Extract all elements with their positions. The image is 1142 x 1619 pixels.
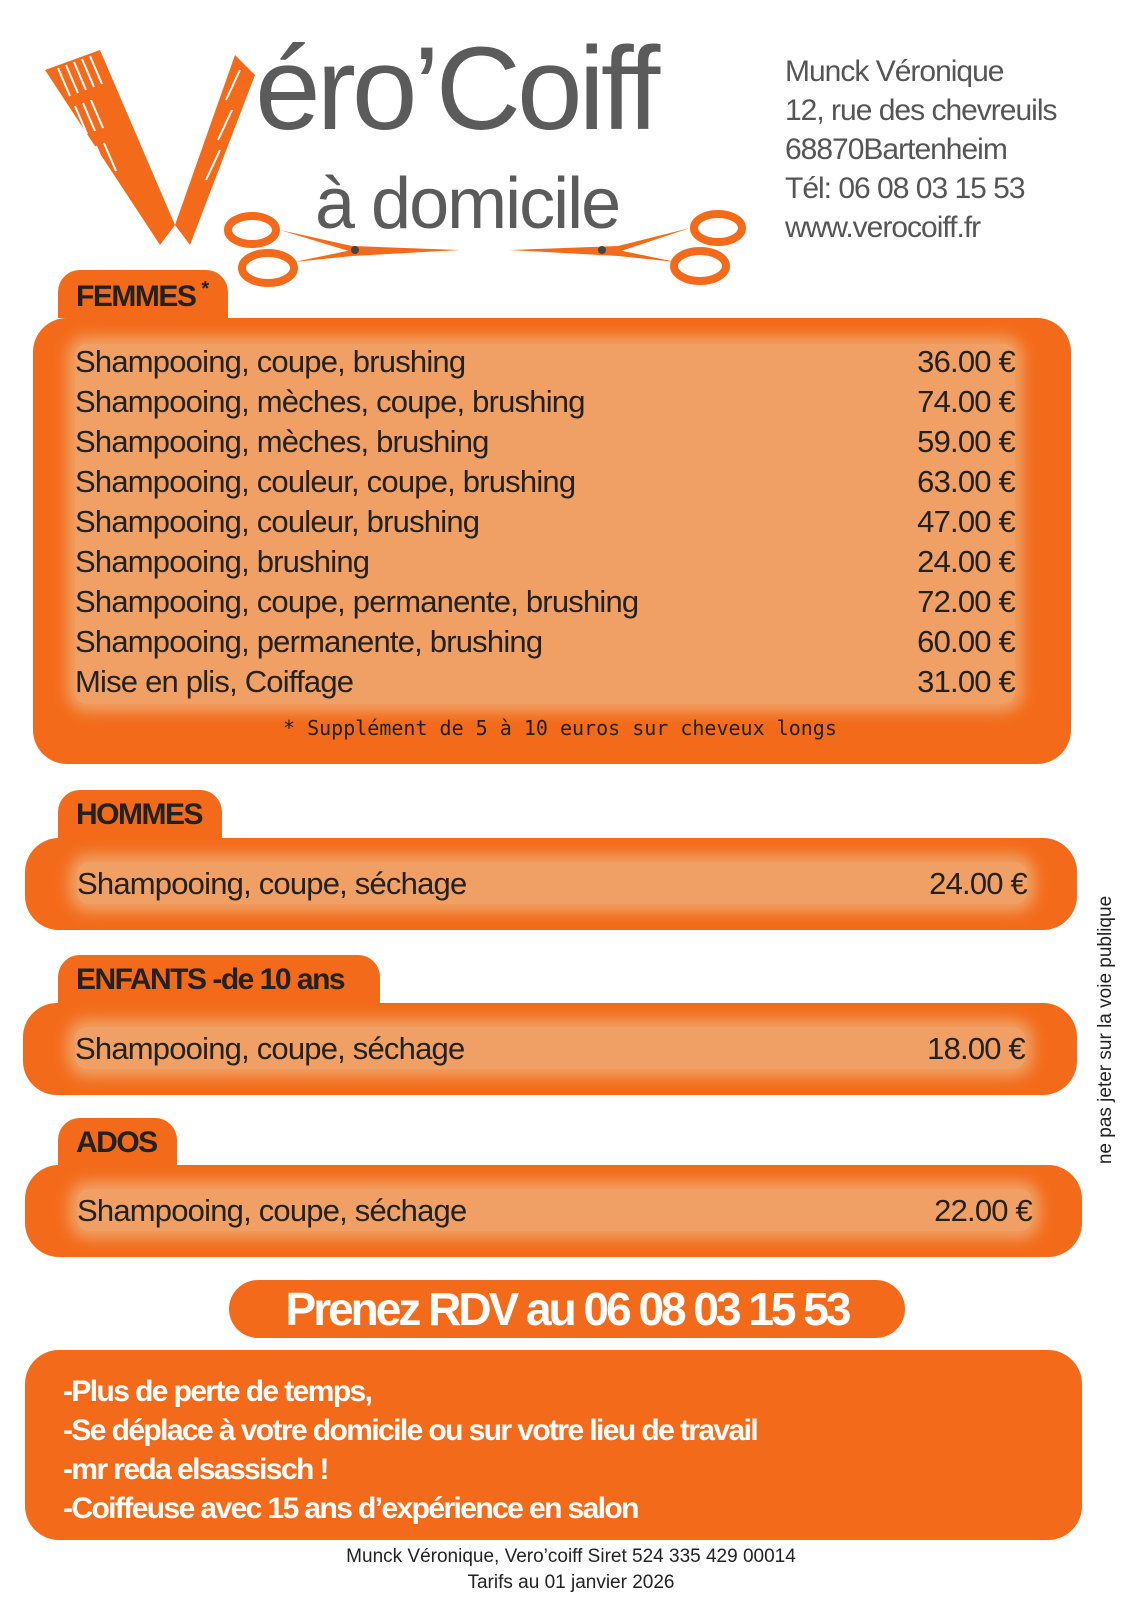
service-price: 24.00 €: [917, 544, 1015, 579]
perk-item: -Coiffeuse avec 15 ans d’expérience en salon: [63, 1492, 638, 1525]
hommes-tab: [58, 790, 222, 838]
contact-city: 68870Bartenheim: [785, 133, 1007, 166]
enfants-panel: [23, 1003, 1077, 1095]
price-row: [75, 504, 1015, 544]
price-row: [75, 584, 1015, 624]
service-price: 63.00 €: [917, 464, 1015, 499]
hommes-list: [77, 862, 1027, 904]
ados-title: ADOS: [76, 1126, 157, 1159]
service-label: Shampooing, coupe, brushing: [75, 344, 466, 379]
femmes-list: [75, 344, 1015, 704]
service-price: 18.00 €: [927, 1031, 1025, 1066]
price-row: [77, 866, 1027, 906]
footer-line-2: Tarifs au 01 janvier 2026: [467, 1572, 675, 1593]
service-label: Shampooing, couleur, coupe, brushing: [75, 464, 576, 499]
price-row: [75, 544, 1015, 584]
service-price: 72.00 €: [917, 584, 1015, 619]
perk-item: -Se déplace à votre domicile ou sur votre lieu de travail: [63, 1414, 758, 1447]
service-label: Shampooing, coupe, permanente, brushing: [75, 584, 639, 619]
femmes-tab: [58, 270, 228, 318]
perk-item: -mr reda elsassisch !: [63, 1453, 328, 1486]
ados-panel: [25, 1165, 1082, 1257]
femmes-asterisk: *: [201, 278, 208, 300]
price-row: [77, 1193, 1032, 1233]
hommes-title: HOMMES: [76, 798, 202, 831]
service-price: 36.00 €: [917, 344, 1015, 379]
brand-subtitle: à domicile: [315, 164, 620, 244]
service-label: Shampooing, mèches, brushing: [75, 424, 489, 459]
service-label: Mise en plis, Coiffage: [75, 664, 354, 699]
service-price: 22.00 €: [934, 1193, 1032, 1228]
contact-phone[interactable]: Tél: 06 08 03 15 53: [785, 172, 1025, 205]
service-price: 60.00 €: [917, 624, 1015, 659]
enfants-title: ENFANTS -de 10 ans: [76, 963, 345, 996]
contact-website[interactable]: www.verocoiff.fr: [785, 211, 981, 244]
service-label: Shampooing, permanente, brushing: [75, 624, 543, 659]
service-price: 24.00 €: [929, 866, 1027, 901]
price-row: [75, 664, 1015, 704]
price-row: [75, 1031, 1025, 1071]
service-price: 47.00 €: [917, 504, 1015, 539]
service-label: Shampooing, brushing: [75, 544, 370, 579]
service-label: Shampooing, couleur, brushing: [75, 504, 480, 539]
service-price: 31.00 €: [917, 664, 1015, 699]
price-row: [75, 384, 1015, 424]
footer-line-1: Munck Véronique, Vero’coiff Siret 524 335 429 00014: [346, 1546, 796, 1567]
service-label: Shampooing, coupe, séchage: [75, 1031, 465, 1066]
perk-item: -Plus de perte de temps,: [63, 1375, 372, 1408]
perks-panel: [25, 1350, 1082, 1540]
service-label: Shampooing, coupe, séchage: [77, 1193, 467, 1228]
service-price: 74.00 €: [917, 384, 1015, 419]
price-row: [75, 424, 1015, 464]
ados-list: [77, 1189, 1032, 1231]
rdv-banner[interactable]: Prenez RDV au 06 08 03 15 53: [229, 1280, 905, 1338]
price-row: [75, 624, 1015, 664]
enfants-tab: [58, 955, 380, 1003]
side-note: [1088, 880, 1124, 1180]
perks-list: [25, 1350, 1082, 1528]
service-label: Shampooing, mèches, coupe, brushing: [75, 384, 585, 419]
brand-name: éro’Coiff: [255, 23, 657, 155]
side-note-text: ne pas jeter sur la voie publique: [1095, 895, 1116, 1165]
ados-tab: [58, 1118, 177, 1166]
femmes-note: * Supplément de 5 à 10 euros sur cheveux longs: [283, 716, 837, 740]
scissors-icon: [220, 200, 760, 300]
contact-name: Munck Véronique: [785, 55, 1004, 88]
price-row: [75, 464, 1015, 504]
femmes-title: FEMMES: [76, 280, 196, 313]
contact-street: 12, rue des chevreuils: [785, 94, 1057, 127]
enfants-list: [75, 1027, 1025, 1069]
service-label: Shampooing, coupe, séchage: [77, 866, 467, 901]
femmes-panel: [33, 318, 1071, 764]
service-price: 59.00 €: [917, 424, 1015, 459]
price-row: [75, 344, 1015, 384]
hommes-panel: [25, 838, 1077, 930]
contact-block: [785, 52, 1057, 247]
